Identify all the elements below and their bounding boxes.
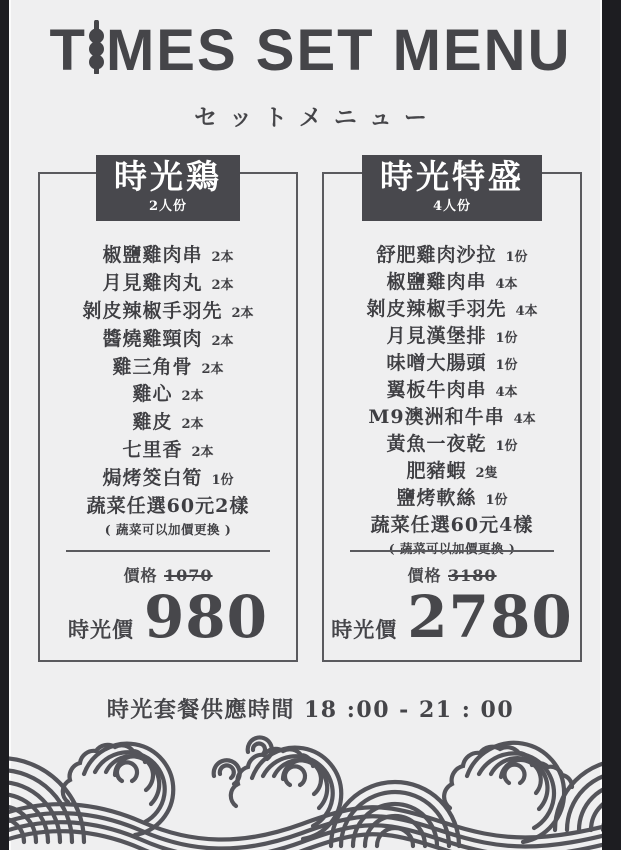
- original-price: 3180: [448, 566, 497, 585]
- set-serving: 2人份: [148, 198, 188, 214]
- menu-item: 味噌大腸頭 1份: [386, 352, 518, 374]
- veggie-note: ( 蔬菜可以加價更換 ): [104, 521, 232, 537]
- veggie-note: ( 蔬菜可以加價更換 ): [388, 541, 516, 556]
- menu-item: M9澳洲和牛串 4本: [368, 406, 536, 428]
- menu-item: 椒鹽雞肉串 2本: [102, 244, 234, 266]
- set-name: 時光特盛: [380, 157, 524, 196]
- menu-item: 黃魚一夜乾 1份: [386, 433, 518, 455]
- title-rest: MES SET MENU: [105, 18, 572, 83]
- menu-item: 七里香 2本: [122, 439, 214, 462]
- availability-note: 時光套餐供應時間 18 :00 - 21 : 00: [106, 697, 515, 723]
- menu-item: 翼板牛肉串 4本: [386, 379, 518, 401]
- menu-item: 剝皮辣椒手羽先 2本: [82, 299, 254, 322]
- price-area: [40, 563, 296, 651]
- original-price: 1070: [164, 566, 213, 585]
- deal-price-line: 時光價 2780: [331, 583, 573, 651]
- menu-item-veggie: 蔬菜任選60元2樣 ( 蔬菜可以加價更換 ): [86, 494, 250, 537]
- original-price-line: 價格 3180: [407, 566, 497, 585]
- price-divider: [350, 550, 554, 552]
- set-serving: 4人份: [432, 198, 472, 214]
- menu-item: 舒肥雞肉沙拉 1份: [376, 244, 528, 266]
- deal-price: 2780: [407, 583, 573, 651]
- original-price-line: 價格 1070: [123, 566, 213, 585]
- menu-item: 雞三角骨 2本: [112, 355, 224, 378]
- menu-item: 月見雞肉丸 2本: [102, 271, 234, 294]
- frame-left-strip: [0, 0, 9, 850]
- set-box-deluxe: [322, 157, 582, 662]
- menu-item: 雞心 2本: [132, 383, 204, 406]
- deal-price: 980: [143, 583, 269, 651]
- set-items: [330, 240, 574, 556]
- skewer-icon: [88, 20, 105, 74]
- set-name: 時光鶏: [114, 157, 222, 196]
- menu-item-veggie: 蔬菜任選60元4樣 ( 蔬菜可以加價更換 ): [370, 514, 534, 556]
- set-items: [46, 240, 290, 538]
- menu-item: 剝皮辣椒手羽先 4本: [366, 298, 538, 320]
- wave-pattern-decoration: [0, 722, 621, 850]
- price-divider: [66, 550, 270, 552]
- menu-item: 焗烤筊白筍 1份: [102, 467, 234, 489]
- deal-price-line: 時光價 980: [67, 583, 269, 651]
- menu-item: 鹽烤軟絲 1份: [396, 487, 508, 509]
- menu-item: 醬燒雞頸肉 2本: [102, 327, 234, 350]
- set-box-chicken: [38, 157, 298, 662]
- title-prefix: T: [49, 18, 87, 83]
- set-header: [96, 155, 240, 221]
- menu-item: 月見漢堡排 1份: [386, 325, 518, 347]
- price-area: [324, 563, 580, 651]
- menu-item: 椒鹽雞肉串 4本: [386, 271, 518, 293]
- frame-right-strip: [602, 0, 621, 850]
- menu-item: 雞皮 2本: [132, 411, 204, 434]
- poster-subtitle: セットメニュー: [194, 104, 439, 131]
- menu-item: 肥豬蝦 2隻: [406, 460, 498, 482]
- set-header: [362, 155, 542, 221]
- poster-title: [0, 20, 621, 82]
